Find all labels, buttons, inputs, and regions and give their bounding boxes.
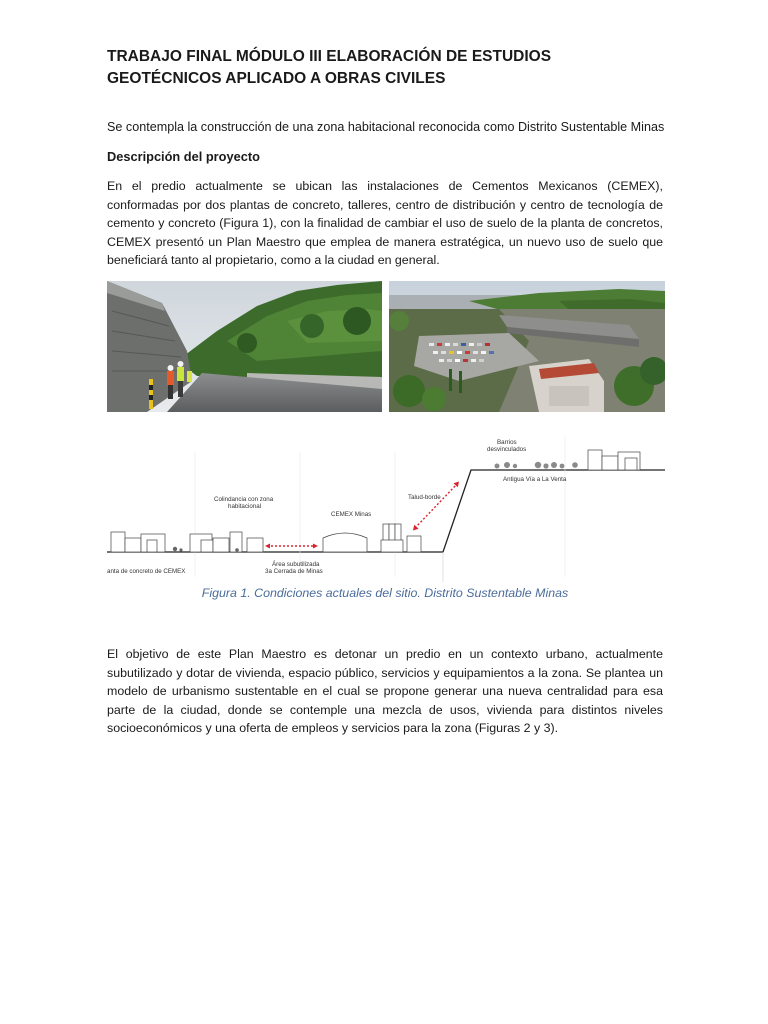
- diagram-label-colindancia-1: Colindancia con zona: [214, 496, 274, 503]
- diagram-label-area-1: Área subutilizada: [272, 561, 320, 568]
- diagram-label-desvinculados: desvinculados: [487, 446, 527, 453]
- diagram-label-barrios: Barrios: [497, 439, 517, 446]
- section-heading: Descripción del proyecto: [107, 149, 260, 164]
- site-photo-aerial: [389, 281, 665, 412]
- diagram-label-talud: Talud-borde: [408, 494, 441, 501]
- diagram-label-area-2: 3a Cerrada de Minas: [265, 568, 323, 575]
- site-photo-road: [107, 281, 382, 412]
- diagram-label-colindancia-2: habitacional: [228, 503, 262, 510]
- paragraph-description: En el predio actualmente se ubican las instalaciones de Cementos Mexicanos (CEMEX), conformadas por dos plantas de concreto, talleres, centro de distribución y centro de tecnología de cemento y concreto (Figura 1), con la finalidad de cambiar el uso de suelo de la planta de concretos, CEMEX presentó un Plan Maestro que emplea de manera estratégica, un nuevo uso de suelo que beneficiará tanto al propietario, como a la ciudad en general.: [107, 179, 663, 268]
- paragraph-objective: El objetivo de este Plan Maestro es detonar un predio en un contexto urbano, actualmente subutilizado y dotar de vivienda, espacio público, servicios y equipamientos a la zona. Se plantea un modelo de urbanismo sustentable en el cual se propone generar una nueva centralidad para esa parte de la ciudad, donde se contemple una mezcla de usos, vivienda para distintos niveles socioeconómicos y una oferta de empleos y servicios para la zona (Figuras 2 y 3).: [107, 647, 663, 736]
- diagram-label-cemex: CEMEX Minas: [331, 511, 372, 518]
- diagram-label-antigua-via: Antigua Vía a La Venta: [503, 476, 567, 483]
- figure-caption: Figura 1. Condiciones actuales del sitio. Distrito Sustentable Minas: [201, 586, 569, 600]
- site-section-diagram: [105, 432, 668, 582]
- document-title: TRABAJO FINAL MÓDULO III ELABORACIÓN DE ESTUDIOS GEOTÉCNICOS APLICADO A OBRAS CIVILES: [107, 48, 552, 87]
- diagram-label-planta: anta de concreto de CEMEX: [107, 568, 186, 575]
- intro-text: Se contempla la construcción de una zona habitacional reconocida como Distrito Sustentable Minas: [107, 120, 665, 134]
